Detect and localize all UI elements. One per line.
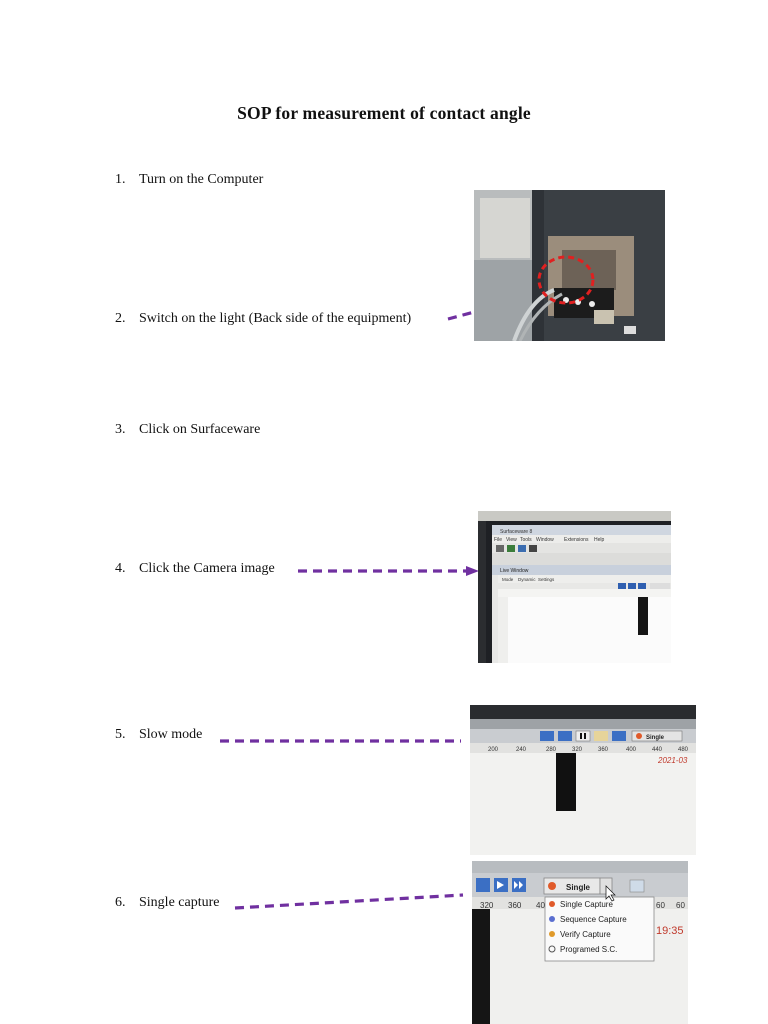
ruler-tick-480: 480 (678, 747, 689, 753)
ruler-tick-200: 200 (488, 747, 499, 753)
ruler-tick-400: 400 (626, 747, 637, 753)
equipment-back-photo (474, 190, 665, 341)
ruler-tick-320: 320 (480, 901, 494, 910)
step-6-text: Single capture (139, 895, 220, 910)
step-1-text: Turn on the Computer (139, 172, 264, 187)
arrow-step-5 (218, 735, 463, 747)
ruler-tick-60a: 60 (656, 901, 665, 910)
single-capture-photo (472, 861, 688, 1024)
live-tab-dynamic: Dynamic (518, 577, 536, 582)
time-readout: 19:35 (656, 925, 684, 937)
app-title-text: Surfaceware 8 (500, 529, 533, 535)
menu-programed-sc[interactable]: Programed S.C. (560, 945, 618, 954)
step-4-text: Click the Camera image (139, 561, 275, 576)
menu-single-capture[interactable]: Single Capture (560, 900, 613, 909)
ruler-tick-40: 40 (536, 901, 545, 910)
step-5-number: 5. (115, 727, 126, 742)
app-menu-file: File (494, 537, 503, 543)
live-tab-settings: Settings (538, 577, 555, 582)
step-5 (115, 727, 202, 743)
ruler-tick-280: 280 (546, 747, 557, 753)
app-menu-tools: Tools (520, 537, 532, 543)
step-3-number: 3. (115, 422, 126, 437)
menu-sequence-capture[interactable]: Sequence Capture (560, 915, 627, 924)
ruler-tick-60b: 60 (676, 901, 685, 910)
step-1-number: 1. (115, 172, 126, 187)
live-tab-mode: Mode (502, 577, 514, 582)
timestamp-text: 2021-03 (658, 756, 688, 765)
surfaceware-monitor-photo (478, 511, 671, 663)
ruler-tick-360: 360 (598, 747, 609, 753)
ruler-tick-240: 240 (516, 747, 527, 753)
ruler-tick-440: 440 (652, 747, 663, 753)
step-2-text: Switch on the light (Back side of the equipment) (139, 311, 412, 326)
arrow-step-4 (296, 563, 484, 579)
ruler-tick-320: 320 (572, 747, 583, 753)
mode-single-label: Single (646, 735, 665, 741)
app-menu-help: Help (594, 537, 605, 543)
arrow-step-6 (233, 890, 465, 914)
app-menu-view: View (506, 537, 517, 543)
step-6-number: 6. (115, 895, 126, 910)
app-menu-window: Window (536, 537, 554, 543)
step-6 (115, 895, 219, 911)
step-2-number: 2. (115, 311, 126, 326)
step-4 (115, 561, 275, 577)
slow-mode-photo (470, 705, 696, 855)
menu-verify-capture[interactable]: Verify Capture (560, 930, 611, 939)
page-title: SOP for measurement of contact angle (237, 103, 531, 123)
step-1 (115, 172, 263, 188)
step-2 (115, 311, 411, 327)
step-3-text: Click on Surfaceware (139, 422, 261, 437)
step-4-number: 4. (115, 561, 126, 576)
step-3 (115, 422, 260, 438)
live-window-title: Live Window (500, 568, 529, 574)
mode-single-label: Single (566, 883, 591, 892)
app-menu-extensions: Extensions (564, 537, 589, 543)
ruler-tick-360: 360 (508, 901, 522, 910)
step-5-text: Slow mode (139, 727, 203, 742)
